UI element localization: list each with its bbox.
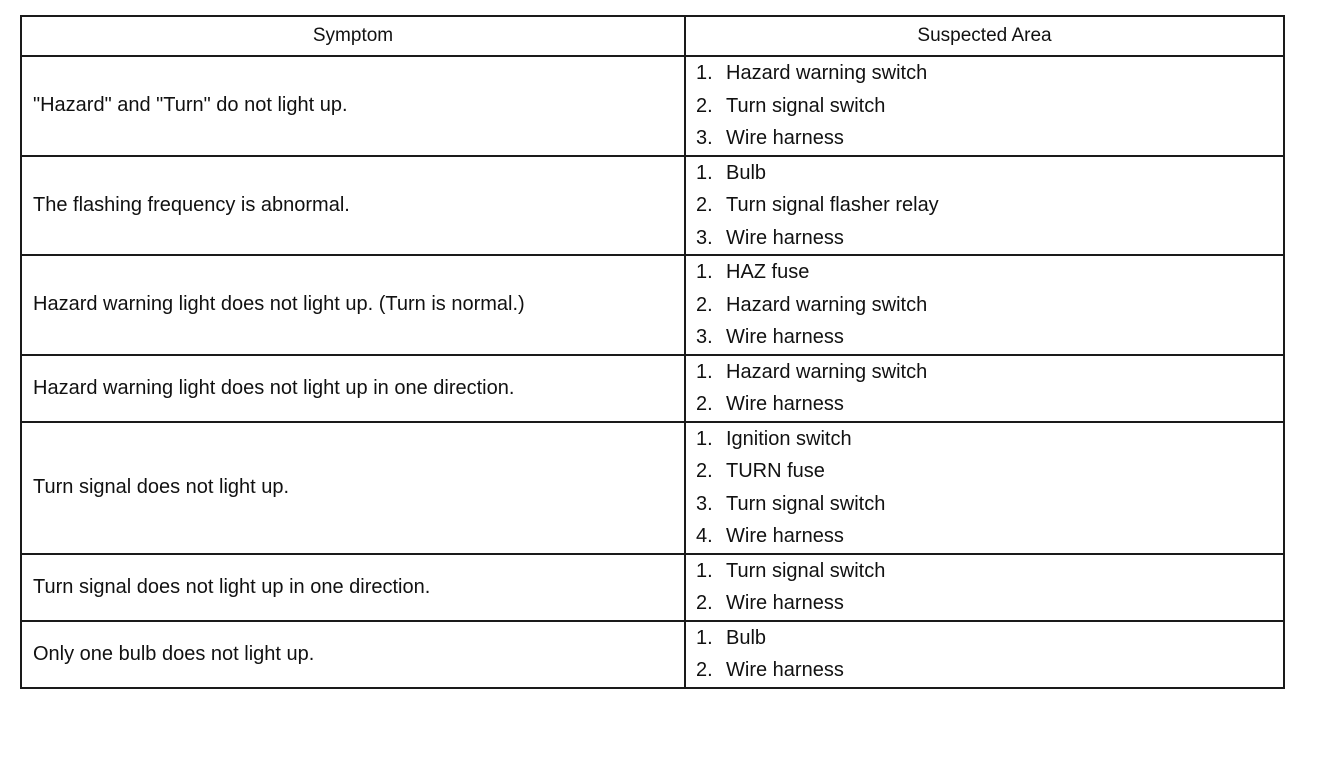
suspected-area-item-text: Wire harness: [726, 226, 844, 249]
suspected-area-item: [696, 90, 1283, 123]
suspected-area-item-number: 1.: [696, 427, 713, 450]
suspected-area-item-number: 3.: [696, 326, 713, 348]
suspected-area-item: [696, 256, 1283, 289]
suspected-area-item-number: 1.: [696, 161, 713, 184]
suspected-area-item: [696, 455, 1283, 488]
symptom-cell: Only one bulb does not light up.: [21, 621, 685, 688]
suspected-area-item-text: Hazard warning switch: [726, 62, 928, 84]
troubleshooting-table: [20, 15, 1285, 689]
table-body: [21, 56, 1284, 688]
suspected-area-item-number: 3.: [696, 226, 713, 249]
suspected-area-item-number: 3.: [696, 492, 713, 515]
suspected-area-item: [696, 356, 1283, 389]
suspected-area-item: [696, 57, 1283, 90]
table-row: [21, 554, 1284, 621]
suspected-area-cell: [685, 355, 1284, 422]
suspected-area-item: [696, 423, 1283, 456]
suspected-area-item-text: TURN fuse: [726, 460, 825, 482]
suspected-area-item: [696, 122, 1283, 155]
suspected-area-item-text: Hazard warning switch: [726, 293, 928, 316]
suspected-area-item-number: 2.: [696, 592, 713, 614]
suspected-area-item-text: Bulb: [726, 161, 767, 184]
suspected-area-item-text: Hazard warning switch: [726, 360, 928, 383]
suspected-area-item-text: Wire harness: [726, 393, 844, 415]
suspected-area-item: [696, 555, 1283, 588]
symptom-cell: Hazard warning light does not light up in one direction.: [21, 355, 685, 422]
suspected-area-item-text: HAZ fuse: [726, 261, 810, 283]
table-row: [21, 56, 1284, 156]
suspected-area-item-number: 4.: [696, 525, 713, 547]
suspected-area-item: [696, 654, 1283, 687]
suspected-area-item-text: Wire harness: [726, 127, 844, 149]
suspected-area-item-number: 2.: [696, 293, 713, 316]
suspected-area-item-number: 1.: [696, 626, 713, 649]
suspected-area-item-text: Turn signal switch: [726, 559, 886, 582]
suspected-area-item-number: 3.: [696, 127, 713, 149]
suspected-area-item-number: 2.: [696, 194, 713, 216]
suspected-area-item-number: 2.: [696, 659, 713, 681]
table-row: [21, 621, 1284, 688]
table-row: [21, 422, 1284, 554]
suspected-area-item-number: 1.: [696, 559, 713, 582]
suspected-area-item-text: Turn signal flasher relay: [726, 194, 939, 216]
suspected-area-column-header: Suspected Area: [685, 16, 1284, 56]
suspected-area-item-number: 2.: [696, 393, 713, 415]
suspected-area-item-number: 1.: [696, 261, 713, 283]
table-header-row: [21, 16, 1284, 56]
suspected-area-item-number: 2.: [696, 460, 713, 482]
suspected-area-item-text: Wire harness: [726, 592, 844, 614]
suspected-area-item-text: Wire harness: [726, 659, 844, 681]
suspected-area-cell: [685, 156, 1284, 256]
suspected-area-item-number: 1.: [696, 360, 713, 383]
suspected-area-cell: [685, 621, 1284, 688]
suspected-area-item: [696, 222, 1283, 255]
suspected-area-item: [696, 587, 1283, 620]
suspected-area-item-text: Turn signal switch: [726, 94, 886, 117]
suspected-area-item-text: Ignition switch: [726, 427, 852, 450]
suspected-area-item: [696, 157, 1283, 190]
suspected-area-item-text: Bulb: [726, 626, 767, 649]
suspected-area-item-number: 2.: [696, 94, 713, 117]
suspected-area-item: [696, 488, 1283, 521]
suspected-area-item-text: Turn signal switch: [726, 492, 886, 515]
symptom-cell: Turn signal does not light up in one direction.: [21, 554, 685, 621]
suspected-area-item: [696, 321, 1283, 354]
suspected-area-item: [696, 189, 1283, 222]
suspected-area-item-text: Wire harness: [726, 326, 844, 348]
suspected-area-item-number: 1.: [696, 62, 713, 84]
suspected-area-cell: [685, 422, 1284, 554]
suspected-area-cell: [685, 56, 1284, 156]
symptom-cell: "Hazard" and "Turn" do not light up.: [21, 56, 685, 156]
table-row: [21, 255, 1284, 355]
table-row: [21, 355, 1284, 422]
suspected-area-item-text: Wire harness: [726, 525, 844, 547]
symptom-cell: Hazard warning light does not light up. (Turn is normal.): [21, 255, 685, 355]
suspected-area-cell: [685, 554, 1284, 621]
suspected-area-item: [696, 622, 1283, 655]
suspected-area-item: [696, 289, 1283, 322]
symptom-column-header: Symptom: [21, 16, 685, 56]
table-row: [21, 156, 1284, 256]
suspected-area-cell: [685, 255, 1284, 355]
suspected-area-item: [696, 520, 1283, 553]
symptom-cell: The flashing frequency is abnormal.: [21, 156, 685, 256]
symptom-cell: Turn signal does not light up.: [21, 422, 685, 554]
suspected-area-item: [696, 388, 1283, 421]
